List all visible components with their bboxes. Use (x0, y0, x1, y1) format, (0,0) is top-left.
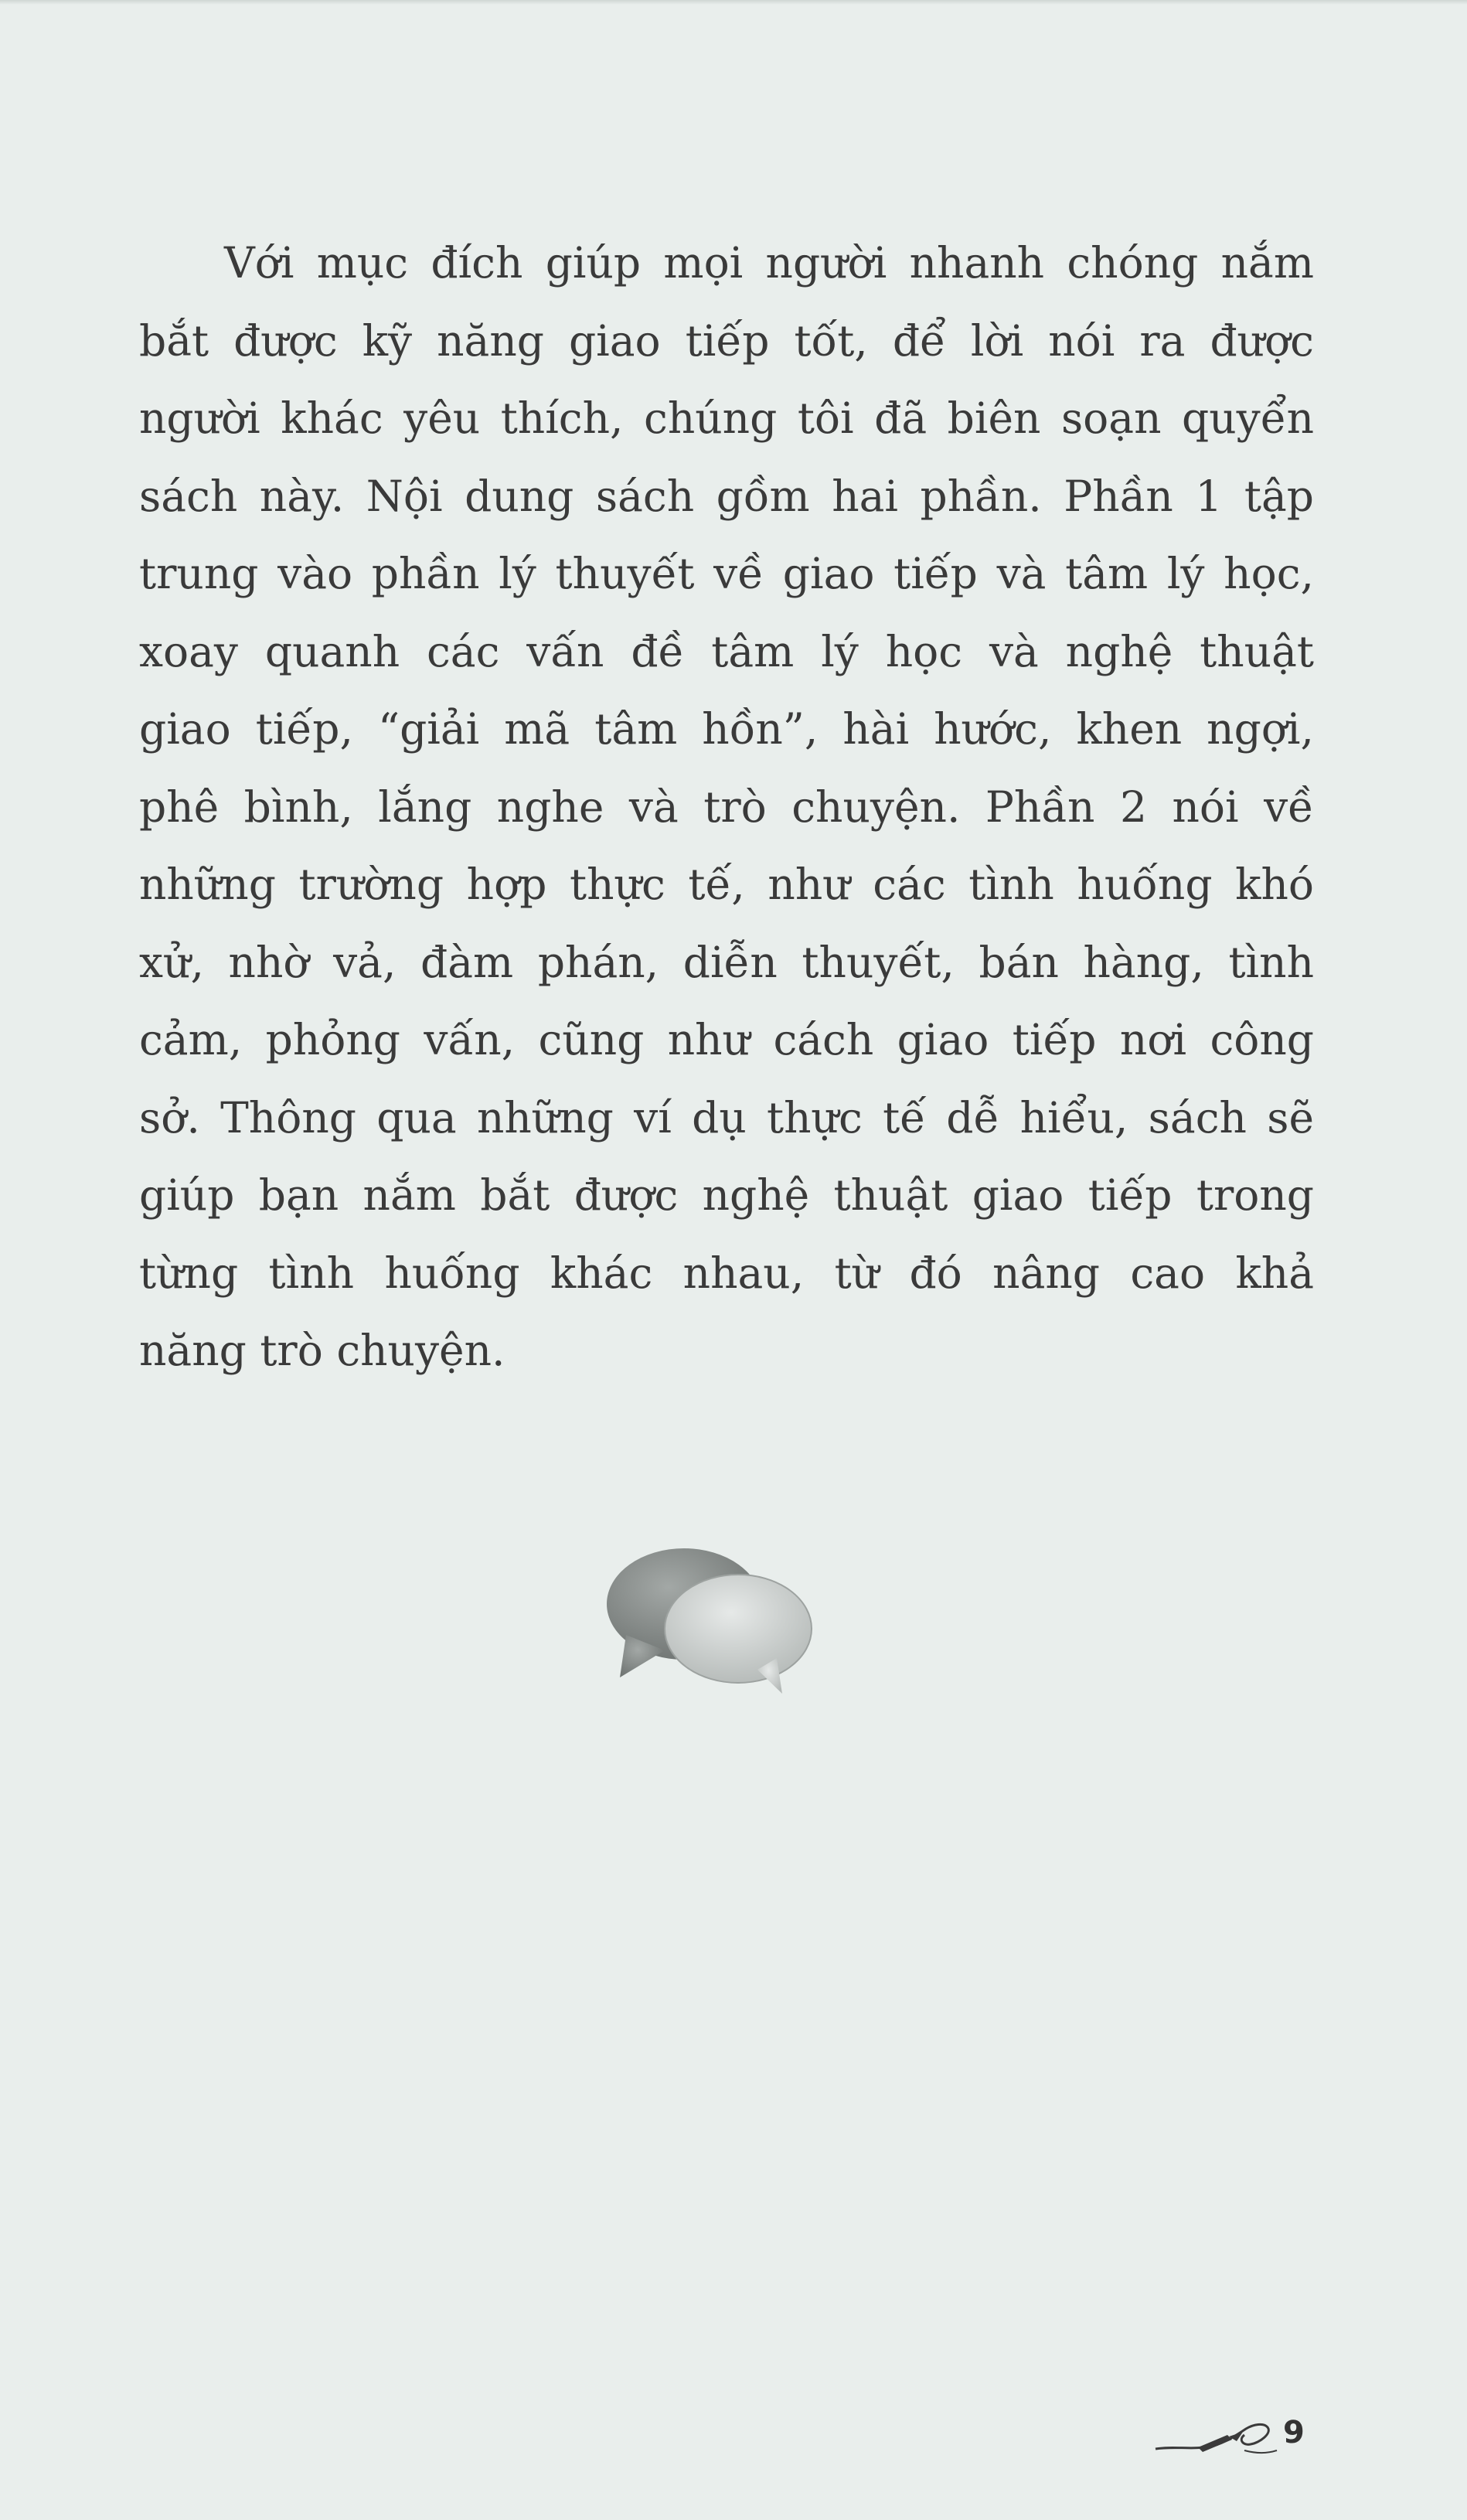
paragraph-line: từng tình huống khác nhau, từ đó nâng cao khả (139, 1248, 1314, 1298)
paragraph-line: Với mục đích giúp mọi người nhanh chóng nắm (224, 238, 1314, 288)
paragraph-line: xử, nhờ vả, đàm phán, diễn thuyết, bán hàng, tình (139, 937, 1314, 987)
page-number: 9 (1283, 2415, 1305, 2450)
front-bubble (665, 1575, 812, 1694)
body-paragraph (139, 224, 1314, 1390)
paragraph-line: xoay quanh các vấn đề tâm lý học và nghệ thuật (139, 626, 1314, 676)
page-footer (1152, 2412, 1322, 2466)
paragraph-line: bắt được kỹ năng giao tiếp tốt, để lời nói ra được (139, 315, 1314, 366)
paragraph-line: giao tiếp, “giải mã tâm hồn”, hài hước, khen ngợi, (139, 704, 1314, 754)
paragraph-line: sách này. Nội dung sách gồm hai phần. Phần 1 tập (139, 471, 1314, 521)
paragraph-line: người khác yêu thích, chúng tôi đã biên soạn quyển (139, 393, 1314, 443)
paragraph-line: cảm, phỏng vấn, cũng như cách giao tiếp nơi công (139, 1015, 1314, 1064)
pen-flourish-icon (1152, 2412, 1283, 2466)
paragraph-line: năng trò chuyện. (139, 1326, 505, 1375)
paragraph-line: những trường hợp thực tế, như các tình huống khó (139, 860, 1314, 909)
speech-bubbles-icon (603, 1542, 819, 1697)
paragraph-line: phê bình, lắng nghe và trò chuyện. Phần 2 nói về (139, 782, 1314, 832)
paragraph-line: sở. Thông qua những ví dụ thực tế dễ hiểu, sách sẽ (139, 1092, 1314, 1143)
paragraph-line: trung vào phần lý thuyết về giao tiếp và tâm lý học, (139, 549, 1314, 598)
page-top-edge (0, 0, 1467, 5)
paragraph-line: giúp bạn nắm bắt được nghệ thuật giao tiếp trong (139, 1170, 1314, 1220)
